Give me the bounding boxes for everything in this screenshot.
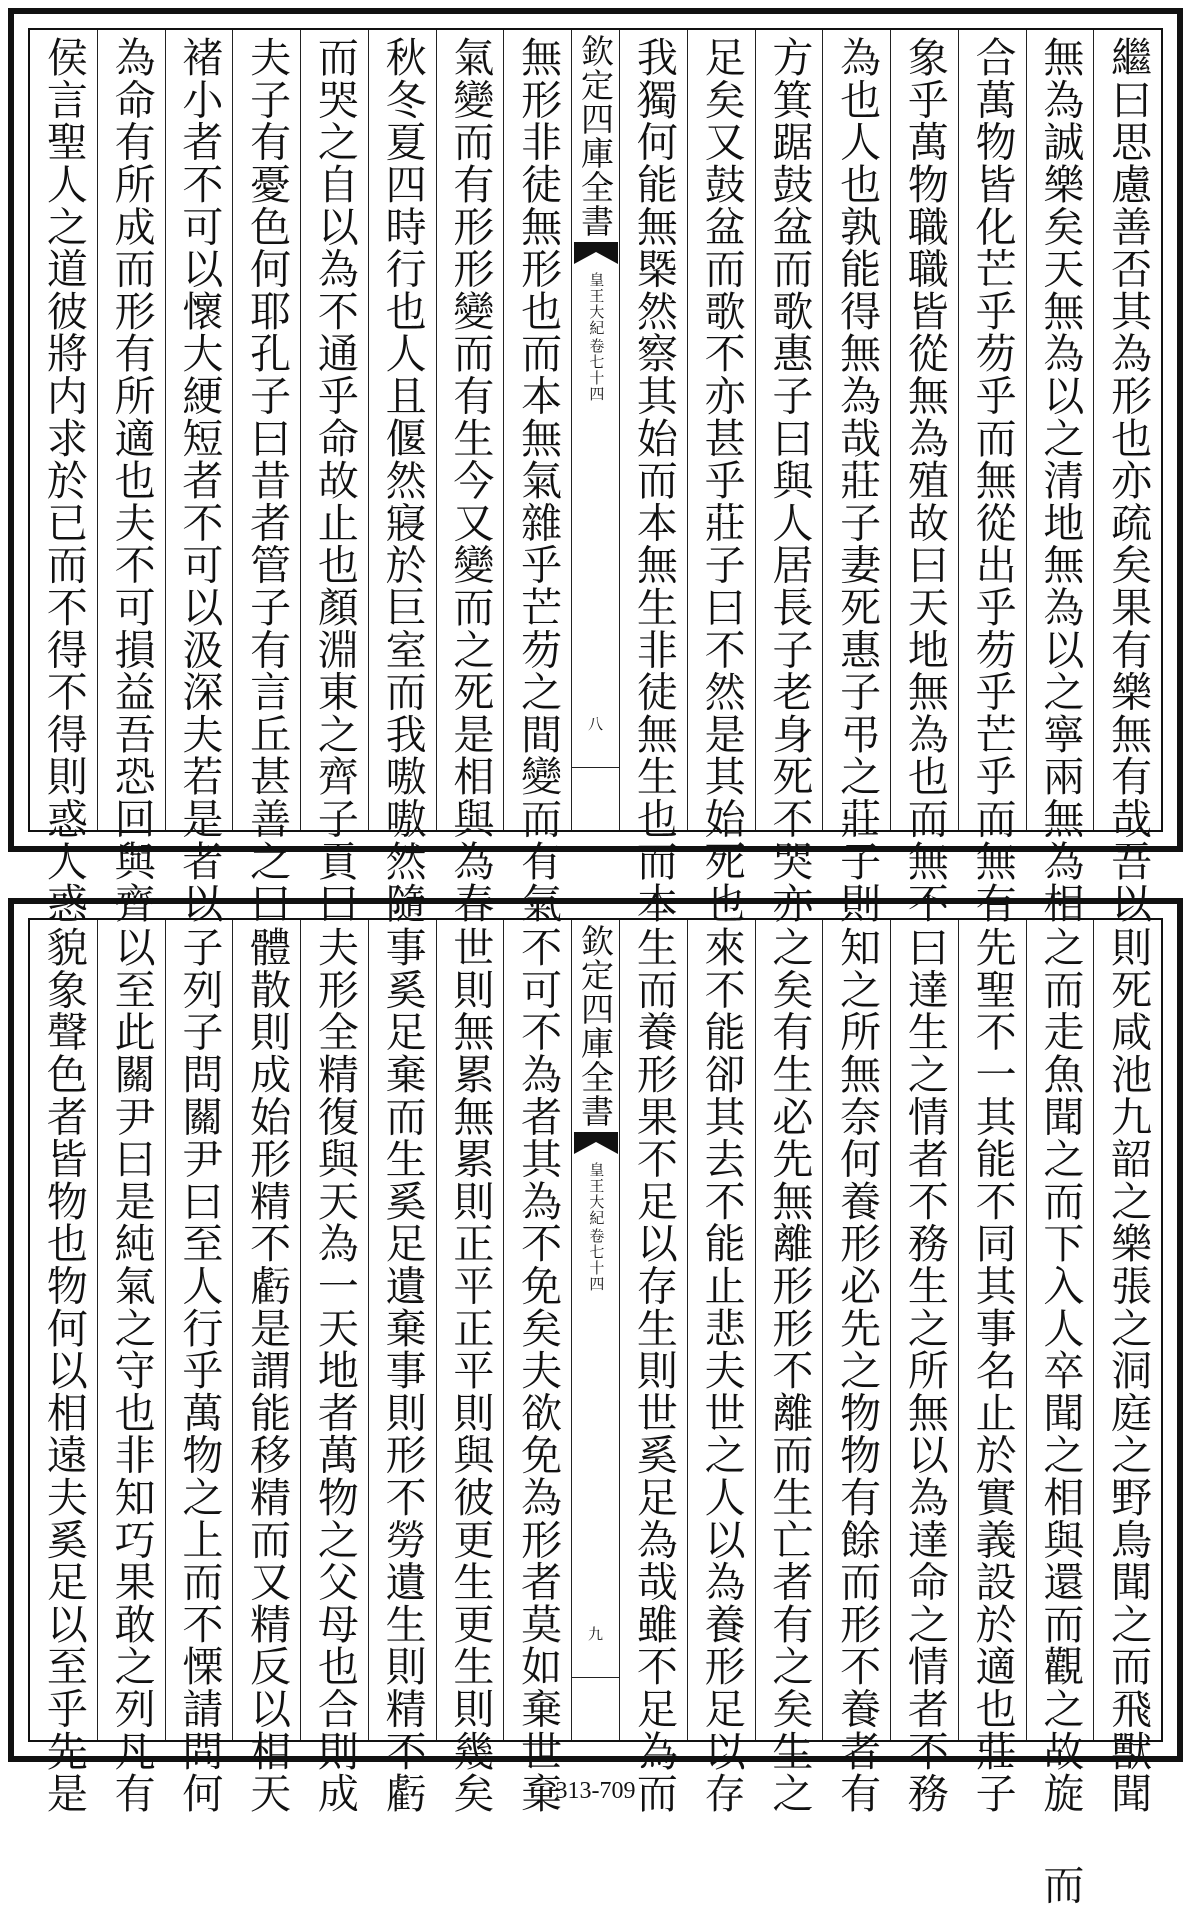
center-rule	[572, 767, 619, 768]
text-column: 而哭之自以為不通乎命故止也顏淵東之齊子貢曰	[300, 30, 368, 830]
text-column: 夫形全精復與天為一天地者萬物之父母也合則成	[300, 920, 368, 1740]
text-column: 來不能卻其去不能止悲夫世之人以為養形足以存	[687, 920, 755, 1740]
text-column: 則死咸池九韶之樂張之洞庭之野鳥聞之而飛獸聞	[1093, 920, 1161, 1740]
text-column: 夫子有憂色何耶孔子曰昔者管子有言丘甚善之曰	[232, 30, 300, 830]
upper-page	[0, 0, 1191, 925]
text-column: 世則無累無累則正平正平則與彼更生更生則幾矣	[436, 920, 504, 1740]
text-column: 我獨何能無槩然察其始而本無生非徒無生也而本	[619, 30, 687, 830]
text-column: 以至此關尹曰是純氣之守也非知巧果敢之列凡有	[97, 920, 165, 1740]
page-number: 九	[587, 1625, 603, 1643]
text-column: 象乎萬物職職皆從無為殖故曰天地無為也而無不	[890, 30, 958, 830]
fishtail-mark-icon	[574, 1132, 618, 1154]
book-title: 欽定四庫全書	[576, 34, 615, 238]
text-column: 褚小者不可以懷大綆短者不可以汲深夫若是者以	[165, 30, 233, 830]
center-fold-column	[571, 920, 619, 1740]
page-number: 八	[587, 715, 603, 733]
text-column: 無為誠樂矣天無為以之清地無為以之寧兩無為相	[1026, 30, 1094, 830]
upper-page-outer-border	[8, 8, 1183, 925]
text-column: 侯言聖人之道彼將内求於已而不得不得則惑人惑	[39, 36, 88, 925]
text-column: 之矣有生必先無離形形不離而生亡者有之矣生之	[755, 920, 823, 1740]
center-rule	[572, 1677, 619, 1678]
text-column: 之而走魚聞之而下入人卒聞之相與還而觀之故 旋 而	[1026, 920, 1094, 1740]
section-label	[588, 1162, 604, 1292]
text-column: 生而養形果不足以存生則世奚足為哉雖不足為而	[619, 920, 687, 1740]
text-column: 先聖不一其能不同其事名止於實義設於適也莊子	[958, 920, 1026, 1740]
text-column: 不可不為者其為不免矣夫欲免為形者莫如棄世棄	[503, 920, 571, 1740]
section-line-2: 卷七十四	[587, 1228, 606, 1292]
text-column: 無形非徒無形也而本無氣雜乎芒芴之間變而有氣	[503, 30, 571, 830]
text-column: 合萬物皆化芒乎芴乎而無從出乎芴乎芒乎而無有	[958, 30, 1026, 830]
text-column: 體散則成始形精不虧是謂能移精而又精反以相天	[232, 920, 300, 1740]
section-line-1: 皇王大紀	[587, 272, 606, 336]
text-column: 方箕踞鼓盆而歌惠子曰與人居長子老身死不哭亦	[755, 30, 823, 830]
text-column: 曰達生之情者不務生之所無以為達命之情者不務	[890, 920, 958, 1740]
upper-page-text-block	[28, 28, 1163, 925]
text-column: 為也人也孰能得無為哉莊子妻死惠子弔之莊子則	[822, 30, 890, 830]
text-column: 為命有所成而形有所適也夫不可損益吾恐回與齊	[97, 30, 165, 830]
fishtail-mark-icon	[574, 242, 618, 264]
section-label	[588, 272, 604, 402]
book-title: 欽定四庫全書	[576, 924, 615, 1128]
text-column: 秋冬夏四時行也人且偃然寢於巨室而我嗷嗷然隨	[368, 30, 436, 830]
section-line-1: 皇王大紀	[587, 1162, 606, 1226]
section-line-2: 卷七十四	[587, 338, 606, 402]
text-column: 子列子問關尹曰至人行乎萬物之上而不慄請問何	[165, 920, 233, 1740]
text-column: 氣變而有形形變而有生今又變而之死是相與為春	[436, 30, 504, 830]
text-column: 足矣又鼓盆而歌不亦甚乎莊子曰不然是其始死也	[687, 30, 755, 830]
interlinear-note: 旋 而	[1036, 1772, 1085, 1906]
text-column: 繼曰思慮善否其為形也亦疏矣果有樂無有哉吾以	[1093, 30, 1161, 830]
page-footer-number: 313-709	[555, 1778, 636, 1804]
text-column: 知之所無奈何養形必先之物物有餘而形不養者有	[822, 920, 890, 1740]
text-column: 貌象聲色者皆物也物何以相遠夫奚足以至乎先是	[39, 926, 88, 1815]
center-fold-column	[571, 30, 619, 830]
text-column: 事奚足棄而生奚足遺棄事則形不勞遺生則精不虧	[368, 920, 436, 1740]
